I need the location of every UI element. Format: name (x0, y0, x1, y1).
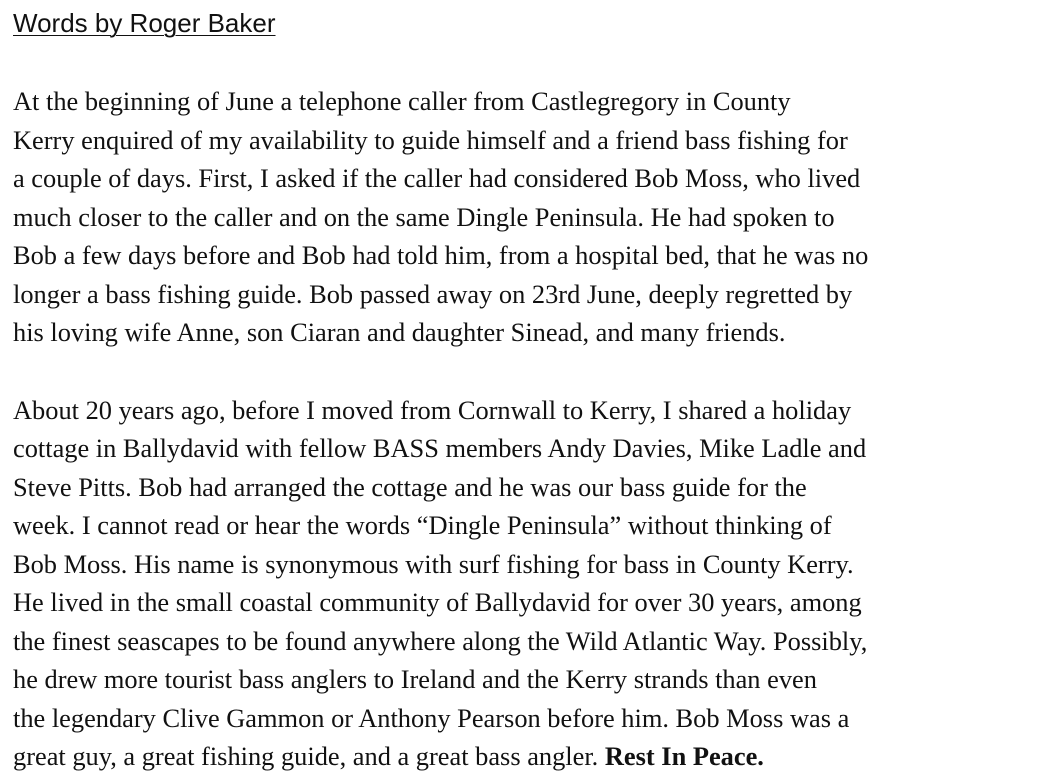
byline: Words by Roger Baker (13, 8, 276, 38)
text-line: he drew more tourist bass anglers to Ireland and the Kerry strands than even (13, 664, 817, 694)
text-line: week. I cannot read or hear the words “Dingle Peninsula” without thinking of (13, 510, 832, 540)
text-line: longer a bass fishing guide. Bob passed away on 23rd June, deeply regretted by (13, 278, 853, 309)
text-line: Bob Moss. His name is synonymous with surf fishing for bass in County Kerry. (13, 548, 854, 579)
text-line: great guy, a great fishing guide, and a great bass angler. (13, 741, 605, 771)
last-line (13, 737, 1043, 776)
paragraph-2 (13, 391, 1043, 776)
text-line: Steve Pitts. Bob had arranged the cottage and he was our bass guide for the (13, 471, 807, 502)
text-line: the finest seascapes to be found anywhere along the Wild Atlantic Way. Possibly, (13, 625, 868, 656)
text-line: the legendary Clive Gammon or Anthony Pearson before him. Bob Moss was a (13, 702, 850, 733)
text-line: a couple of days. First, I asked if the caller had considered Bob Moss, who lived (13, 163, 861, 193)
text-line: About 20 years ago, before I moved from Cornwall to Kerry, I shared a holiday (13, 394, 852, 425)
text-line: Kerry enquired of my availability to guide himself and a friend bass fishing for (13, 124, 848, 155)
text-line: He lived in the small coastal community of Ballydavid for over 30 years, among (13, 587, 862, 617)
text-line: his loving wife Anne, son Ciaran and daughter Sinead, and many friends. (13, 317, 786, 347)
paragraph-1 (13, 82, 1043, 352)
closing-phrase: Rest In Peace. (604, 741, 764, 771)
text-line: much closer to the caller and on the same Dingle Peninsula. He had spoken to (13, 201, 835, 232)
article (13, 6, 1043, 776)
text-line: Bob a few days before and Bob had told him, from a hospital bed, that he was no (13, 240, 869, 270)
text-line: At the beginning of June a telephone caller from Castlegregory in County (13, 86, 791, 116)
text-line: cottage in Ballydavid with fellow BASS members Andy Davies, Mike Ladle and (13, 433, 867, 463)
